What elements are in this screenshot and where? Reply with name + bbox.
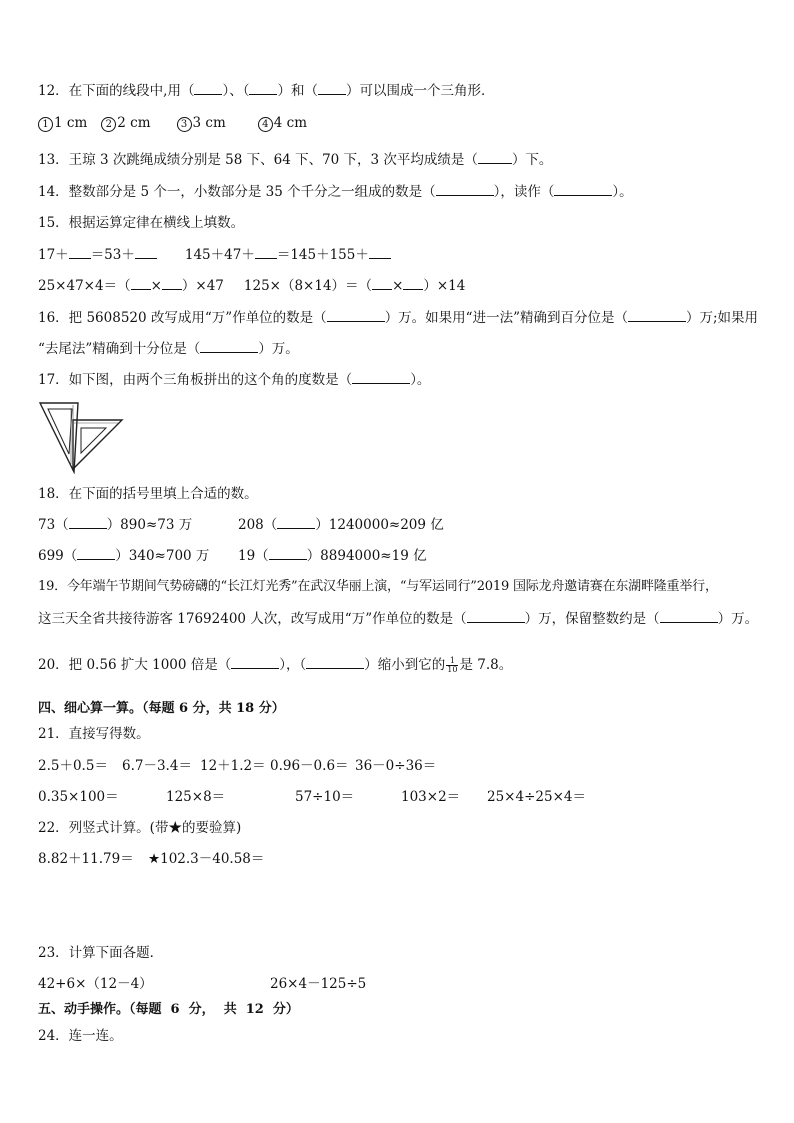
answer-blank[interactable] [255, 246, 277, 259]
answer-blank[interactable] [352, 371, 410, 384]
option-3: 3 3 cm [177, 115, 226, 131]
option-2: 2 2 cm [101, 115, 150, 131]
q21-expr: 25×4÷25×4＝ [487, 789, 586, 805]
question-12: 12．在下面的线段中,用（ ）、（ ）和（ ）可以围成一个三角形． [38, 83, 495, 99]
q12-options [38, 114, 307, 132]
answer-blank[interactable] [131, 277, 151, 290]
question-20: 20．把 0.56 扩大 1000 倍是（ ），（ ）缩小到它的 $\frac{1}{10}$ 是 7.8。 [38, 656, 513, 674]
answer-blank[interactable] [249, 82, 277, 95]
answer-blank[interactable] [231, 656, 279, 669]
option-1: 1 1 cm [38, 115, 87, 131]
answer-blank[interactable] [77, 547, 115, 560]
fraction: $\frac{1}{10}$ [447, 656, 458, 674]
q21-expr: 12＋1.2＝ [200, 758, 266, 774]
answer-blank[interactable] [162, 277, 182, 290]
q18-item: 19（ ）8894000≈19 亿 [238, 548, 427, 564]
q21-expr: 103×2＝ [401, 789, 461, 805]
answer-blank[interactable] [318, 82, 346, 95]
answer-blank[interactable] [660, 610, 718, 623]
q21-expr: 125×8＝ [166, 789, 226, 805]
answer-blank[interactable] [554, 183, 612, 196]
q18-item: 699（ ）340≈700 万 [38, 548, 210, 564]
answer-blank[interactable] [369, 246, 391, 259]
answer-blank[interactable] [194, 82, 222, 95]
answer-blank[interactable] [403, 277, 423, 290]
q21-expr: 57÷10＝ [295, 789, 355, 805]
question-19: 19．今年端午节期间气势磅礴的“长江灯光秀”在武汉华丽上演，“与军运同行”2019 国际龙舟邀请赛在东湖畔隆重举行， [38, 579, 718, 594]
question-13: 13．王琼 3 次跳绳成绩分别是 58 下、64 下、70 下，3 次平均成绩是（ ）下。 [38, 152, 553, 168]
answer-blank[interactable] [327, 309, 385, 322]
question-18-title: 18．在下面的括号里填上合适的数。 [38, 486, 258, 502]
triangle-rulers-figure [38, 400, 126, 474]
q22-expr: 8.82＋11.79＝ [38, 851, 134, 867]
question-24-title: 24．连一连。 [38, 1028, 123, 1044]
question-14: 14．整数部分是 5 个一，小数部分是 35 个千分之一组成的数是（ ），读作（ ）。 [38, 184, 633, 200]
q18-item: 73（ ）890≈73 万 [38, 517, 193, 533]
answer-blank[interactable] [269, 547, 307, 560]
answer-blank[interactable] [200, 340, 258, 353]
section-4-heading: 四、细心算一算。（每题 6 分，共 18 分） [38, 701, 285, 716]
q15-line-1: 17＋ ＝53＋ 145＋47＋ ＝145＋155＋ [38, 246, 391, 264]
q21-expr: 2.5＋0.5＝ [38, 758, 108, 774]
q18-item: 208（ ）1240000≈209 亿 [238, 517, 444, 533]
q21-expr: 36－0÷36＝ [355, 758, 437, 774]
question-17: 17．如下图，由两个三角板拼出的这个角的度数是（ ）。 [38, 372, 431, 388]
question-19-cont: 这三天全省共接待游客 17692400 人次，改写成用“万”作单位的数是（ ）万，保留整数约是（ ）万。 [38, 611, 759, 627]
section-5-heading: 五、动手操作。（每题 6 分， 共 12 分） [38, 1002, 299, 1017]
answer-blank[interactable] [69, 516, 107, 529]
answer-blank[interactable] [467, 610, 525, 623]
answer-blank[interactable] [277, 516, 315, 529]
option-4: 4 4 cm [258, 115, 307, 131]
answer-blank[interactable] [306, 656, 364, 669]
q21-expr: 6.7－3.4＝ [122, 758, 192, 774]
answer-blank[interactable] [135, 246, 157, 259]
answer-blank[interactable] [478, 151, 512, 164]
q23-expr: 42+6×（12－4） [38, 976, 153, 992]
q22-expr: ★102.3－40.58＝ [148, 851, 265, 867]
question-22-title: 22．列竖式计算。(带★的要验算) [38, 820, 242, 836]
answer-blank[interactable] [628, 309, 686, 322]
question-16-cont: “去尾法”精确到十分位是（ ）万。 [38, 341, 299, 357]
q15-line-2: 25×47×4＝（ × ）×47 125×（8×14）＝（ × ）×14 [38, 278, 466, 294]
q21-expr: 0.96－0.6＝ [270, 758, 349, 774]
question-21-title: 21．直接写得数。 [38, 726, 150, 742]
question-23-title: 23．计算下面各题． [38, 945, 164, 961]
q21-expr: 0.35×100＝ [38, 789, 119, 805]
question-15-title: 15．根据运算定律在横线上填数。 [38, 215, 245, 231]
q23-expr: 26×4－125÷5 [270, 976, 367, 992]
answer-blank[interactable] [69, 246, 91, 259]
answer-blank[interactable] [372, 277, 392, 290]
answer-blank[interactable] [436, 183, 494, 196]
question-16: 16．把 5608520 改写成用“万”作单位的数是（ ）万。如果用“进一法”精确到百分位是（ ）万;如果用 [38, 310, 759, 326]
q12-text: 12．在下面的线段中,用（ [38, 83, 195, 99]
